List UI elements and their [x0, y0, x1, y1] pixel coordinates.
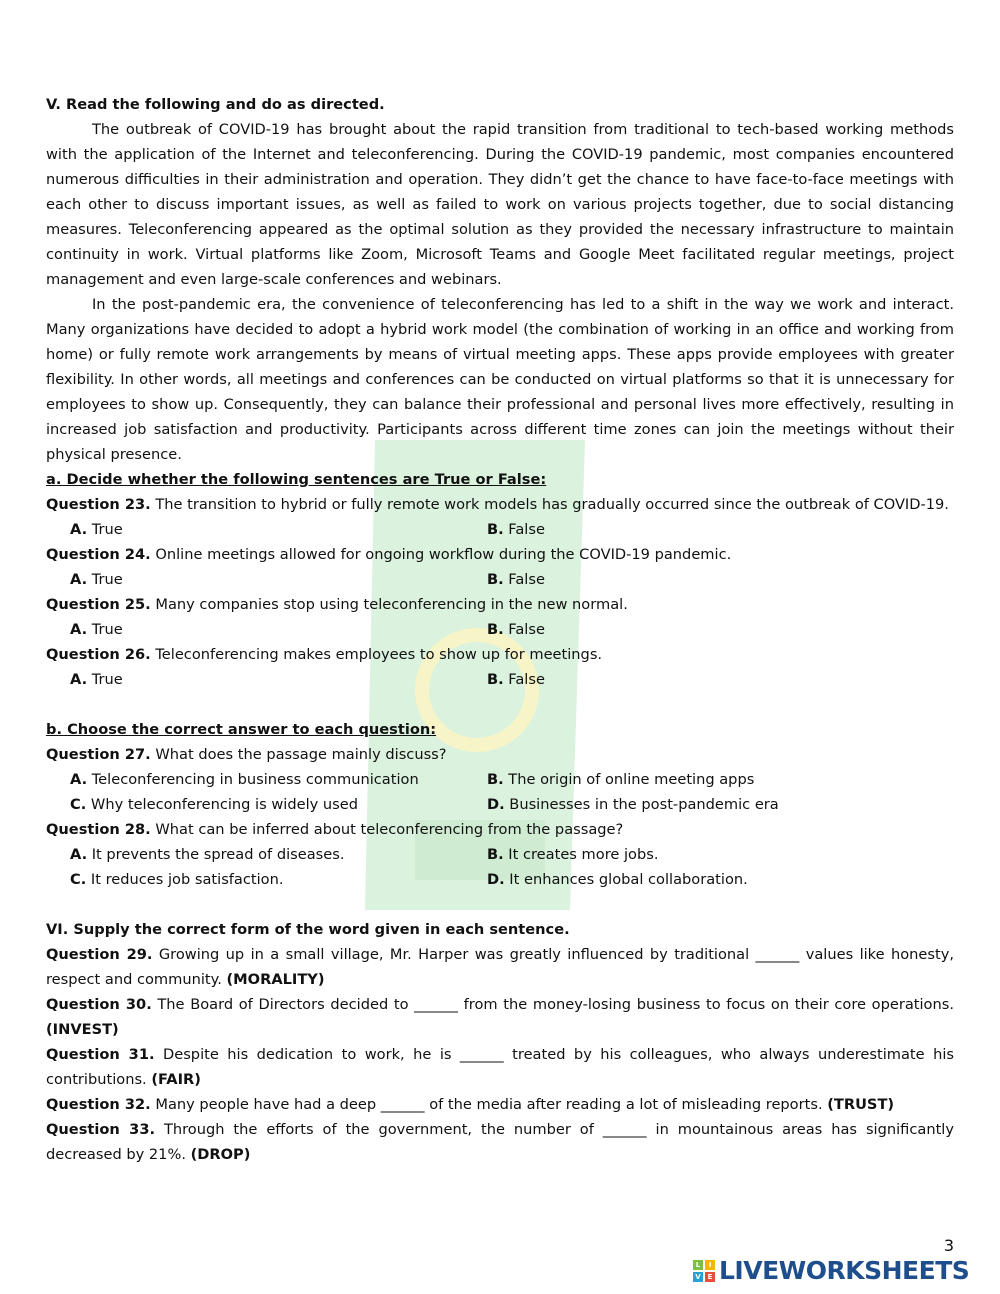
question-label: Question 29. — [46, 946, 153, 963]
answer-options — [46, 517, 954, 542]
option-text: False — [503, 521, 545, 538]
question — [46, 542, 954, 567]
option-text: True — [87, 571, 123, 588]
option-letter: C. — [70, 796, 87, 813]
answer-option[interactable] — [70, 517, 487, 542]
question-text: What can be inferred about teleconferencing from the passage? — [150, 821, 624, 838]
given-word: (DROP) — [190, 1146, 251, 1163]
tile-v: V — [693, 1272, 703, 1282]
question — [46, 492, 954, 517]
question-label: Question 28. — [46, 821, 151, 838]
part-a-heading: a. Decide whether the following sentences are True or False: — [46, 471, 547, 488]
question-text: What does the passage mainly discuss? — [150, 746, 447, 763]
answer-option[interactable] — [70, 792, 487, 817]
option-text: False — [503, 671, 545, 688]
given-word: (TRUST) — [827, 1096, 895, 1113]
option-text: False — [503, 621, 545, 638]
word-form-question — [46, 1117, 954, 1167]
option-letter: C. — [70, 871, 87, 888]
answer-options — [46, 617, 954, 642]
option-text: The origin of online meeting apps — [503, 771, 755, 788]
question-text: The transition to hybrid or fully remote work models has gradually occurred since the outbreak of COVID-19. — [150, 496, 949, 513]
question-label: Question 26. — [46, 646, 151, 663]
answer-options — [46, 667, 954, 692]
option-text: False — [503, 571, 545, 588]
live-tiles-icon — [693, 1260, 715, 1282]
option-text: True — [87, 671, 123, 688]
option-letter: A. — [70, 771, 88, 788]
word-form-question — [46, 942, 954, 992]
question-text: The Board of Directors decided to ______ from the money-losing business to focus on their core operations. — [151, 996, 954, 1013]
answer-options — [46, 567, 954, 592]
answer-option[interactable] — [70, 867, 487, 892]
answer-option[interactable] — [70, 567, 487, 592]
question-text: Growing up in a small village, Mr. Harper was greatly influenced by traditional ______ values like honesty, respect and community. — [46, 946, 954, 988]
question — [46, 592, 954, 617]
answer-options — [46, 767, 954, 817]
question-label: Question 30. — [46, 996, 152, 1013]
tile-l: L — [693, 1260, 703, 1270]
option-text: Why teleconferencing is widely used — [86, 796, 359, 813]
option-letter: A. — [70, 671, 88, 688]
answer-option[interactable] — [487, 842, 904, 867]
option-letter: D. — [487, 796, 505, 813]
option-text: It enhances global collaboration. — [504, 871, 748, 888]
given-word: (INVEST) — [46, 1021, 119, 1038]
question-label: Question 23. — [46, 496, 151, 513]
page-number: 3 — [943, 1236, 954, 1255]
option-letter: D. — [487, 871, 505, 888]
question — [46, 817, 954, 842]
question-text: Teleconferencing makes employees to show up for meetings. — [150, 646, 603, 663]
question — [46, 742, 954, 767]
tile-e: E — [705, 1272, 715, 1282]
given-word: (FAIR) — [151, 1071, 201, 1088]
answer-option[interactable] — [487, 667, 904, 692]
answer-option[interactable] — [487, 567, 904, 592]
tile-i: I — [705, 1260, 715, 1270]
option-letter: A. — [70, 521, 88, 538]
option-text: It creates more jobs. — [503, 846, 659, 863]
question-label: Question 33. — [46, 1121, 156, 1138]
answer-option[interactable] — [70, 842, 487, 867]
answer-option[interactable] — [487, 617, 904, 642]
option-text: Teleconferencing in business communication — [87, 771, 419, 788]
option-letter: B. — [487, 571, 504, 588]
question-label: Question 31. — [46, 1046, 155, 1063]
given-word: (MORALITY) — [226, 971, 325, 988]
option-letter: A. — [70, 571, 88, 588]
logo-text: LIVEWORKSHEETS — [719, 1256, 970, 1285]
option-letter: B. — [487, 771, 504, 788]
question-label: Question 27. — [46, 746, 151, 763]
option-letter: B. — [487, 846, 504, 863]
question — [46, 642, 954, 667]
option-letter: B. — [487, 621, 504, 638]
question-label: Question 32. — [46, 1096, 151, 1113]
question-text: Many people have had a deep ______ of the media after reading a lot of misleading reports. — [150, 1096, 828, 1113]
answer-option[interactable] — [70, 667, 487, 692]
word-form-question — [46, 1042, 954, 1092]
answer-option[interactable] — [70, 767, 487, 792]
word-form-question — [46, 1092, 954, 1117]
option-letter: B. — [487, 521, 504, 538]
option-text: True — [87, 521, 123, 538]
question-label: Question 24. — [46, 546, 151, 563]
question-label: Question 25. — [46, 596, 151, 613]
answer-options — [46, 842, 954, 892]
question-text: Online meetings allowed for ongoing workflow during the COVID-19 pandemic. — [150, 546, 732, 563]
answer-option[interactable] — [487, 792, 904, 817]
option-letter: A. — [70, 621, 88, 638]
word-form-question — [46, 992, 954, 1042]
section-vi-heading: VI. Supply the correct form of the word given in each sentence. — [46, 921, 570, 938]
passage-paragraph-2: In the post-pandemic era, the convenience of teleconferencing has led to a shift in the way we work and interact. Many organizations have decided to adopt a hybrid work model (the combination of working in an office and working from home) or fully remote work arrangements by means of virtual meeting apps. These apps provide employees with greater flexibility. In other words, all meetings and conferences can be conducted on virtual platforms so that it is unnecessary for employees to show up. Consequently, they can balance their professional and personal lives more effectively, resulting in increased job satisfaction and productivity. Participants across different time zones can join the meetings without their physical presence. — [46, 296, 954, 463]
option-letter: B. — [487, 671, 504, 688]
part-b-heading: b. Choose the correct answer to each question: — [46, 721, 437, 738]
option-letter: A. — [70, 846, 88, 863]
worksheet-page — [46, 92, 954, 1167]
question-text: Many companies stop using teleconferencing in the new normal. — [150, 596, 628, 613]
answer-option[interactable] — [487, 517, 904, 542]
option-text: Businesses in the post-pandemic era — [504, 796, 779, 813]
section-v-heading: V. Read the following and do as directed. — [46, 96, 385, 113]
option-text: It reduces job satisfaction. — [86, 871, 284, 888]
answer-option[interactable] — [70, 617, 487, 642]
question-text: Despite his dedication to work, he is ______ treated by his colleagues, who always underestimate his contributions. — [46, 1046, 954, 1088]
option-text: It prevents the spread of diseases. — [87, 846, 345, 863]
passage-paragraph-1: The outbreak of COVID-19 has brought about the rapid transition from traditional to tech-based working methods with the application of the Internet and teleconferencing. During the COVID-19 pandemic, most companies encountered numerous difficulties in their administration and operation. They didn’t get the chance to have face-to-face meetings with each other to discuss important issues, as well as failed to work on various projects together, due to social distancing measures. Teleconferencing appeared as the optimal solution as they provided the necessary infrastructure to maintain continuity in work. Virtual platforms like Zoom, Microsoft Teams and Google Meet facilitated regular meetings, project management and even large-scale conferences and webinars. — [46, 121, 954, 288]
liveworksheets-logo — [693, 1256, 969, 1285]
answer-option[interactable] — [487, 867, 904, 892]
option-text: True — [87, 621, 123, 638]
answer-option[interactable] — [487, 767, 904, 792]
question-text: Through the efforts of the government, the number of ______ in mountainous areas has significantly decreased by 21%. — [46, 1121, 954, 1163]
